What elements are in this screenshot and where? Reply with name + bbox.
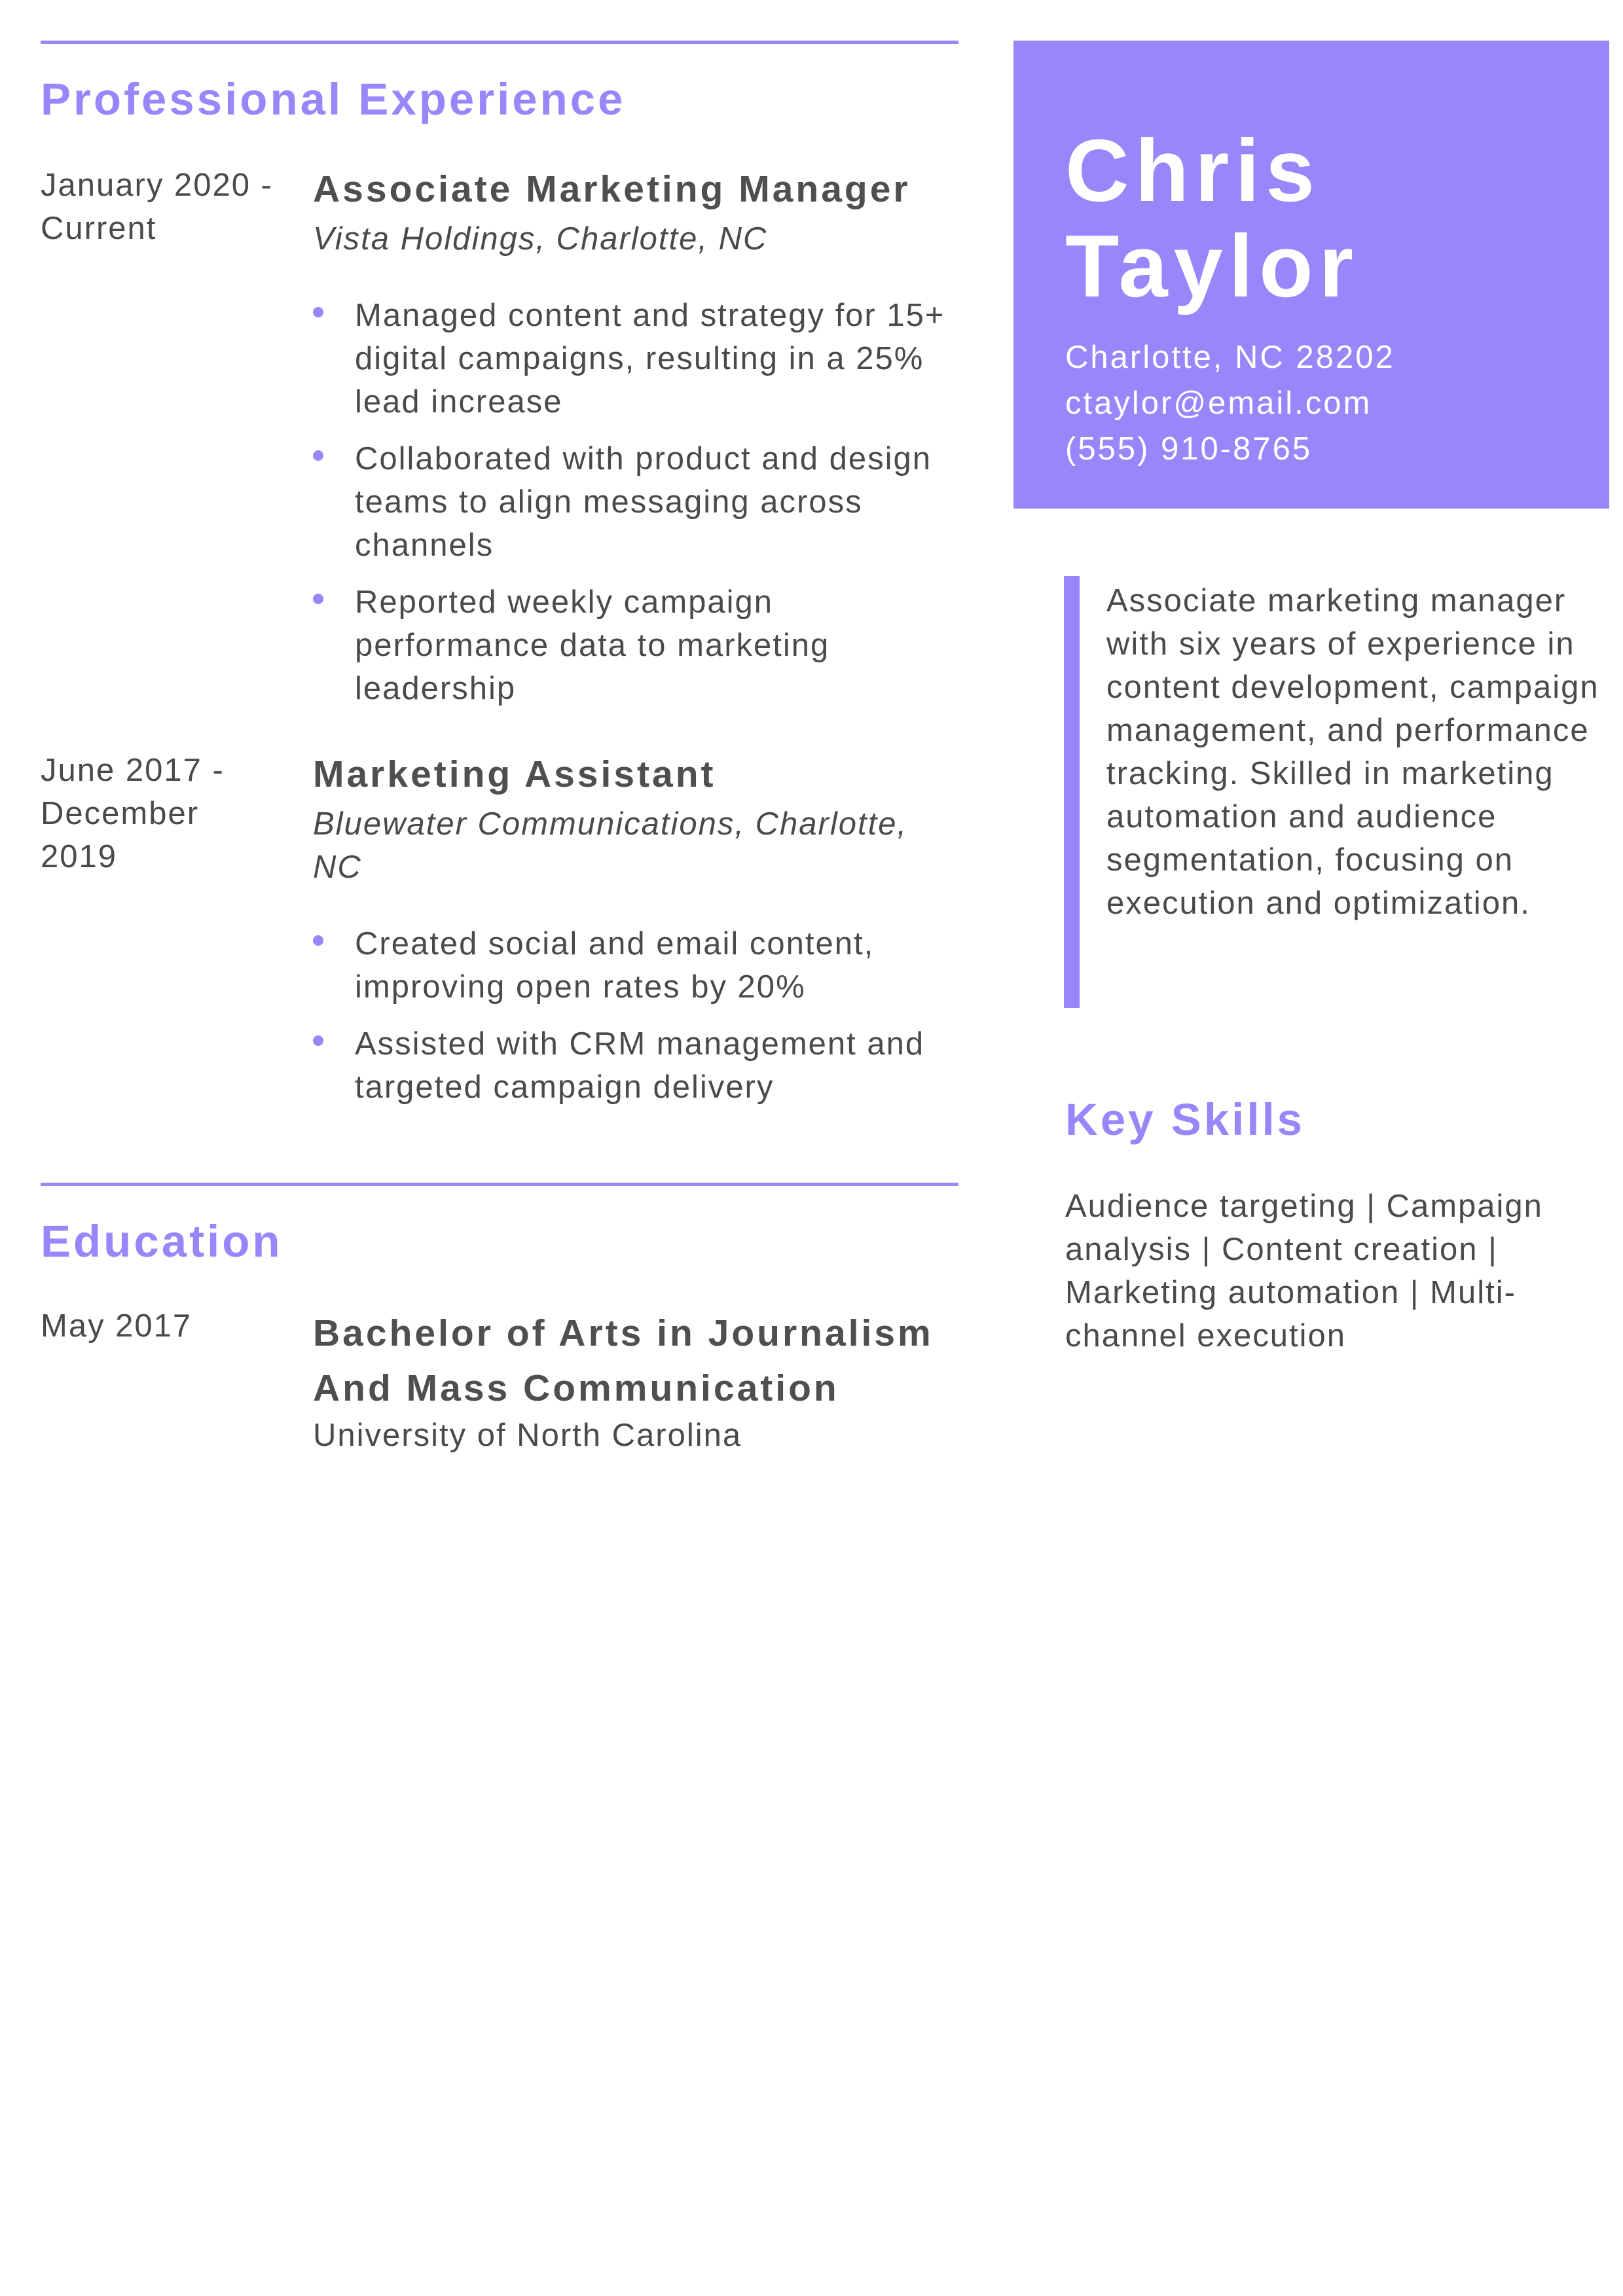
job-1-company: Vista Holdings, Charlotte, NC [313,221,768,257]
candidate-name [1065,123,1359,314]
bullet-text: Assisted with CRM management and targeted campaign delivery [355,1026,925,1105]
list-item [313,581,961,710]
bullet-dot-icon [313,450,323,461]
contact-email: ctaylor@email.com [1065,386,1372,421]
job-2-dates: June 2017 - December 2019 [41,753,225,874]
bullet-text: Reported weekly campaign performance data to marketing leadership [355,584,830,706]
job-1-dates: January 2020 - Current [41,168,273,246]
job-1-title: Associate Marketing Manager [313,168,911,210]
education-date: May 2017 [41,1308,192,1344]
job-2-company: Bluewater Communications, Charlotte, NC [313,806,908,885]
summary-accent-bar [1064,576,1080,1008]
experience-top-rule [41,41,958,44]
education-degree: Bachelor of Arts in Journalism And Mass Communication [313,1312,934,1409]
bullet-dot-icon [313,594,323,604]
job-2-title: Marketing Assistant [313,753,716,795]
contact-phone: (555) 910-8765 [1065,431,1313,467]
job-1-bullets [313,294,961,724]
education-section-title: Education [41,1216,283,1266]
education-school: University of North Carolina [313,1418,742,1453]
list-item [313,294,961,423]
skills-section-title: Key Skills [1065,1094,1305,1145]
bullet-dot-icon [313,1035,323,1046]
list-item [313,922,961,1009]
summary-text: Associate marketing manager with six years of experience in content development, campaign management, and performance tracking. Skilled in marketing automation and audience segmentation, focusing on execution and optimization. [1106,583,1599,921]
bullet-text: Created social and email content, improving open rates by 20% [355,926,875,1005]
experience-section-title: Professional Experience [41,74,626,124]
skills-text: Audience targeting | Campaign analysis | Content creation | Marketing automation | Multi-channel execution [1065,1189,1543,1354]
bullet-text: Collaborated with product and design teams to align messaging across channels [355,441,932,563]
contact-location: Charlotte, NC 28202 [1065,340,1395,375]
bullet-text: Managed content and strategy for 15+ digital campaigns, resulting in a 25% lead increase [355,298,945,420]
list-item [313,437,961,567]
list-item [313,1022,961,1109]
bullet-dot-icon [313,935,323,946]
last-name: Taylor [1065,217,1360,315]
bullet-dot-icon [313,307,323,317]
first-name: Chris [1065,121,1321,220]
job-2-bullets [313,922,961,1122]
education-top-rule [41,1183,958,1186]
